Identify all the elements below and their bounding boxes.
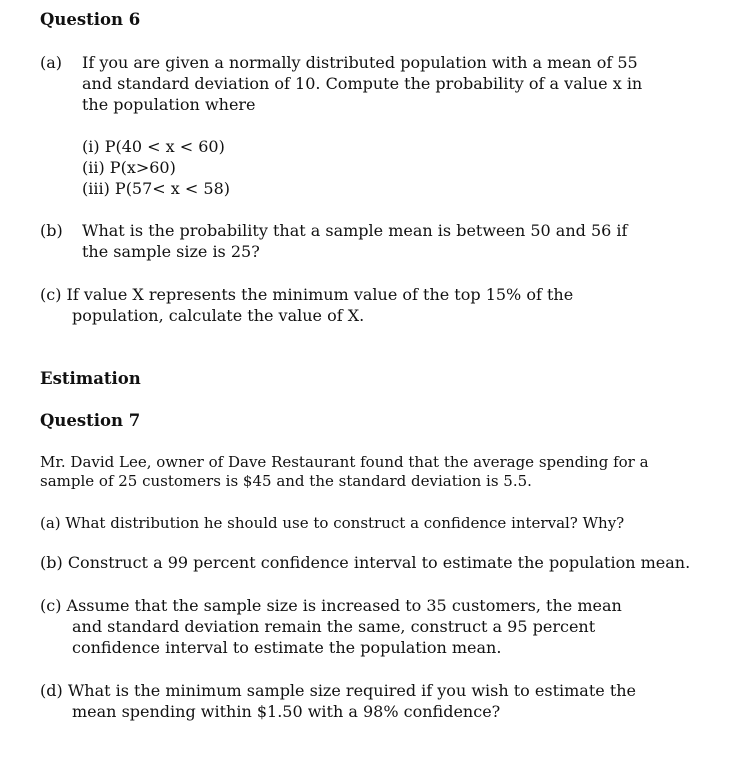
q6-part-a-label: (a) <box>40 53 63 72</box>
q7-part-d <box>40 680 670 722</box>
q7-part-b <box>40 552 700 573</box>
q6-part-a-text: If you are given a normally distributed population with a mean of 55 and standard deviation of 10. Compute the probability of a value x in the population where <box>82 53 643 114</box>
q7-part-c-text: (c) Assume that the sample size is increased to 35 customers, the mean and standard deviation remain the same, construct a 95 percent confidence interval to estimate the population mean. <box>40 596 622 657</box>
q7-part-a <box>40 513 680 533</box>
q7-part-b-text: (b) Construct a 99 percent confidence interval to estimate the population mean. <box>40 553 691 572</box>
q7-part-d-text: (d) What is the minimum sample size required if you wish to estimate the mean spending within $1.50 with a 98% confidence? <box>40 681 637 721</box>
q7-intro: Mr. David Lee, owner of Dave Restaurant found that the average spending for a sample of 25 customers is $45 and the standard deviation is 5.5. <box>40 453 649 490</box>
q6-part-c <box>40 284 660 326</box>
q6-part-c-text: (c) If value X represents the minimum value of the top 15% of the population, calculate the value of X. <box>40 285 574 325</box>
q6-part-a-item-ii: (ii) P(x>60) <box>82 158 176 177</box>
question-7-title: Question 7 <box>40 411 141 430</box>
q7-part-a-text: (a) What distribution he should use to construct a confidence interval? Why? <box>40 514 625 532</box>
q7-part-c <box>40 595 650 658</box>
question-6-title: Question 6 <box>40 10 141 29</box>
q6-part-a-item-i: (i) P(40 < x < 60) <box>82 137 225 156</box>
q6-part-b-text: What is the probability that a sample mean is between 50 and 56 if the sample size is 25? <box>82 221 628 261</box>
q6-part-b-label: (b) <box>40 221 63 240</box>
q6-part-a-item-iii: (iii) P(57< x < 58) <box>82 179 230 198</box>
estimation-section-title: Estimation <box>40 369 141 388</box>
